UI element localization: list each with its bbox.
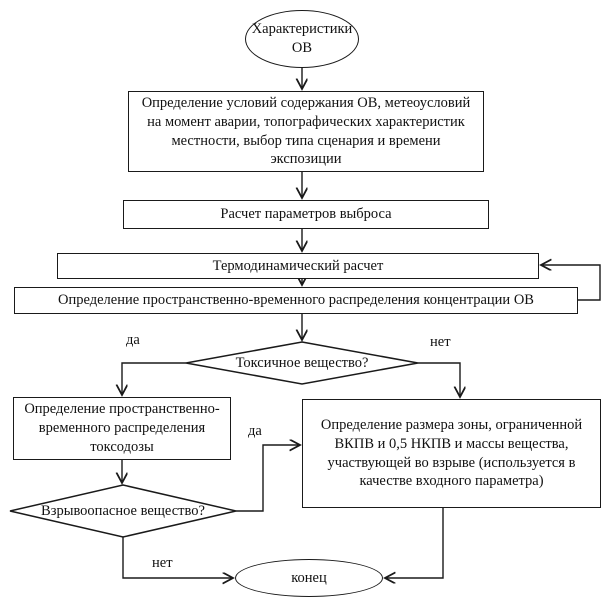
edge-toxic-yes-to-toxdose — [122, 363, 186, 395]
edge-zone-to-end — [385, 508, 443, 578]
process-thermodynamic-calc-label: Термодинамический расчет — [212, 257, 384, 274]
process-toxdose-distribution-label: Определение пространственно-временного распределения токсодозы — [24, 401, 220, 455]
end-terminator — [235, 559, 383, 597]
process-concentration-distribution — [14, 287, 578, 314]
edge-explosive-no-to-end — [123, 537, 233, 578]
edge-label-toxic-yes: да — [126, 332, 140, 348]
end-label: конец — [291, 569, 327, 586]
process-explosion-zone-label: Определение размера зоны, ограниченной ВКПВ и 0,5 НКПВ и массы вещества, участвующей во взрыве (используется в качестве входного параметра) — [320, 416, 583, 490]
edge-toxic-no-to-zone — [418, 363, 460, 397]
process-explosion-zone — [302, 399, 601, 508]
process-conditions — [128, 91, 484, 172]
edge-explosive-yes-to-zone — [236, 445, 300, 511]
process-concentration-distribution-label: Определение пространственно-временного распределения концентрации ОВ — [58, 292, 534, 309]
start-terminator — [245, 10, 359, 68]
edge-label-explosive-no: нет — [152, 555, 173, 571]
edge-label-explosive-yes: да — [248, 423, 262, 439]
process-conditions-label: Определение условий содержания ОВ, метеоусловий на момент аварии, топографических характеристик местности, выбор типа сценария и времени экспозиции — [141, 94, 471, 168]
toxic-decision-label: Токсичное вещество? — [235, 354, 369, 371]
process-release-parameters — [123, 200, 489, 229]
explosive-decision-label: Взрывоопасное вещество? — [41, 502, 205, 519]
process-thermodynamic-calc — [57, 253, 539, 279]
process-release-parameters-label: Расчет параметров выброса — [220, 206, 392, 223]
edge-label-toxic-no: нет — [430, 334, 451, 350]
process-toxdose-distribution — [13, 397, 231, 460]
start-label: Характеристики ОВ — [251, 21, 353, 56]
